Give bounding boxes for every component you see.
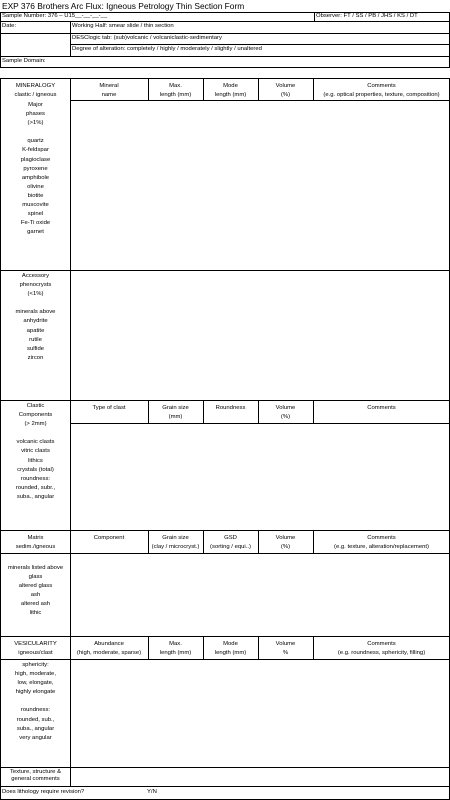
- list-item: rutile: [29, 336, 42, 343]
- list-item: (>1%): [27, 120, 44, 127]
- divider: [70, 78, 71, 786]
- list-item: pyroxene: [23, 165, 48, 172]
- header-component: Component: [93, 535, 125, 541]
- form-title: EXP 376 Brothers Arc Flux: Igneous Petrology Thin Section Form: [2, 1, 245, 11]
- list-item: lithic: [29, 610, 42, 617]
- sample-domain-field[interactable]: Sample Domain:: [2, 58, 46, 64]
- list-item: rounded, sub.,: [16, 716, 55, 723]
- header-type-of-clast: Type of clast: [92, 405, 126, 411]
- list-item: muscovite: [22, 202, 49, 209]
- divider: [70, 44, 450, 45]
- list-item: Clastic: [26, 403, 45, 409]
- sample-number-field[interactable]: Sample Number: 376 – U15__-__-__-__: [2, 13, 108, 19]
- matrix-components-list: [1, 564, 70, 619]
- list-item: Components: [18, 412, 53, 419]
- header-abundance: Abundance (high, moderate, sparse): [76, 641, 142, 656]
- list-item: highly elongate: [15, 689, 56, 696]
- list-item: sulfide: [26, 345, 45, 352]
- list-item: olivine: [27, 183, 44, 190]
- list-item: garnet: [27, 229, 44, 236]
- matrix-label: Matrix sedim./igneous: [15, 535, 56, 550]
- divider: [314, 12, 315, 21]
- working-half-field[interactable]: Working Half: smear slide / thin section: [72, 23, 174, 29]
- header-grain-size: Grain size (mm): [162, 405, 189, 420]
- accessory-list: [1, 272, 70, 363]
- header-grain-size: Grain size (clay / microcryst.): [151, 535, 200, 550]
- list-item: roundness:: [20, 707, 51, 714]
- clastic-components-list: [1, 402, 70, 502]
- divider: [0, 553, 450, 554]
- header-comments: Comments (e.g. roundness, sphericity, filling): [337, 641, 426, 656]
- divider: [70, 423, 450, 424]
- divider: [70, 100, 450, 101]
- vesicularity-label: VESICULARITY igneous/clast: [14, 641, 57, 656]
- list-item: sphericity:: [22, 662, 49, 668]
- list-item: spinel: [27, 211, 44, 218]
- list-item: very angular: [19, 734, 52, 741]
- list-item: [1, 299, 70, 308]
- list-item: ash: [30, 592, 41, 599]
- list-item: high, moderate,: [15, 671, 56, 678]
- header-comments: Comments (e.g. texture, alteration/replacement): [334, 535, 429, 550]
- texture-comments-label: Texture, structure & general comments: [9, 769, 62, 782]
- header-mode-length: Mode length (mm): [214, 641, 247, 656]
- list-item: lithics: [28, 457, 43, 464]
- header-volume: Volume (%): [275, 535, 296, 550]
- list-item: [1, 697, 70, 706]
- list-item: [1, 128, 70, 137]
- list-item: plagioclase: [20, 156, 51, 163]
- list-item: Accessory: [21, 273, 50, 279]
- divider: [70, 21, 71, 56]
- list-item: apatite: [26, 327, 45, 334]
- lithology-revision-label: Does lithology require revision?: [2, 789, 85, 795]
- divider: [0, 21, 450, 22]
- divider: [0, 400, 450, 401]
- yes-no-option[interactable]: Y/N: [147, 789, 157, 795]
- major-phases-list: [1, 101, 70, 237]
- header-mode-length: Mode length (mm): [214, 83, 247, 98]
- list-item: roundness:: [20, 475, 51, 482]
- list-item: crystals (total): [17, 466, 54, 473]
- list-item: (> 2mm): [24, 421, 47, 428]
- header-volume: Volume (%): [275, 405, 296, 420]
- list-item: altered glass: [18, 583, 53, 590]
- list-item: biotite: [27, 192, 44, 199]
- list-item: zircon: [27, 354, 44, 361]
- vesicularity-list: [1, 661, 70, 743]
- divider: [0, 659, 450, 660]
- divider: [0, 767, 450, 768]
- list-item: rounded, subr.,: [15, 484, 56, 491]
- list-item: minerals listed above: [7, 565, 64, 571]
- list-item: (<1%): [27, 291, 44, 298]
- list-item: low, elongate,: [17, 680, 54, 687]
- divider: [0, 786, 450, 787]
- header-max-length: Max. length (mm): [159, 641, 192, 656]
- divider: [0, 530, 450, 531]
- list-item: minerals above: [15, 309, 56, 316]
- divider: [0, 270, 450, 271]
- header-volume: Volume (%): [275, 83, 296, 98]
- header-mineral-name: Mineral name: [99, 83, 119, 98]
- header-comments: Comments: [367, 405, 396, 411]
- list-item: quartz: [27, 138, 44, 145]
- header-roundness: Roundness: [215, 405, 246, 411]
- header-comments: Comments (e.g. optical properties, texture, composition): [323, 83, 440, 98]
- list-item: Fe-Ti oxide: [20, 220, 51, 227]
- desclogic-field[interactable]: DESClogic tab: (sub)volcanic / volcaniclastic-sedimentary: [72, 35, 222, 41]
- list-item: Major: [28, 102, 43, 108]
- observer-field[interactable]: Observer: FT / SS / PB / JHS / KS / DT: [316, 13, 418, 19]
- list-item: [1, 429, 70, 438]
- list-item: vitric clasts: [21, 448, 50, 455]
- header-volume: Volume %: [275, 641, 296, 656]
- date-field[interactable]: Date:: [2, 23, 17, 29]
- list-item: volcanic clasts: [16, 439, 55, 446]
- list-item: glass: [28, 574, 43, 581]
- divider: [0, 33, 450, 34]
- divider: [0, 56, 450, 57]
- list-item: altered ash: [20, 601, 51, 608]
- list-item: phenocrysts: [19, 282, 52, 289]
- list-item: anhydrite: [23, 318, 48, 325]
- header-max-length: Max. length (mm): [159, 83, 192, 98]
- header-gsd: GSD (sorting / equi..): [210, 535, 251, 550]
- mineralogy-label: MINERALOGY clastic / igneous: [14, 83, 57, 98]
- list-item: phases: [26, 111, 45, 118]
- alteration-field[interactable]: Degree of alteration: completely / highly / moderately / slightly / unaltered: [72, 46, 262, 52]
- list-item: amphibole: [21, 174, 50, 181]
- divider: [0, 636, 450, 637]
- list-item: K-feldspar: [22, 147, 49, 154]
- list-item: suba., angular: [16, 493, 55, 500]
- list-item: suba., angular: [16, 725, 55, 732]
